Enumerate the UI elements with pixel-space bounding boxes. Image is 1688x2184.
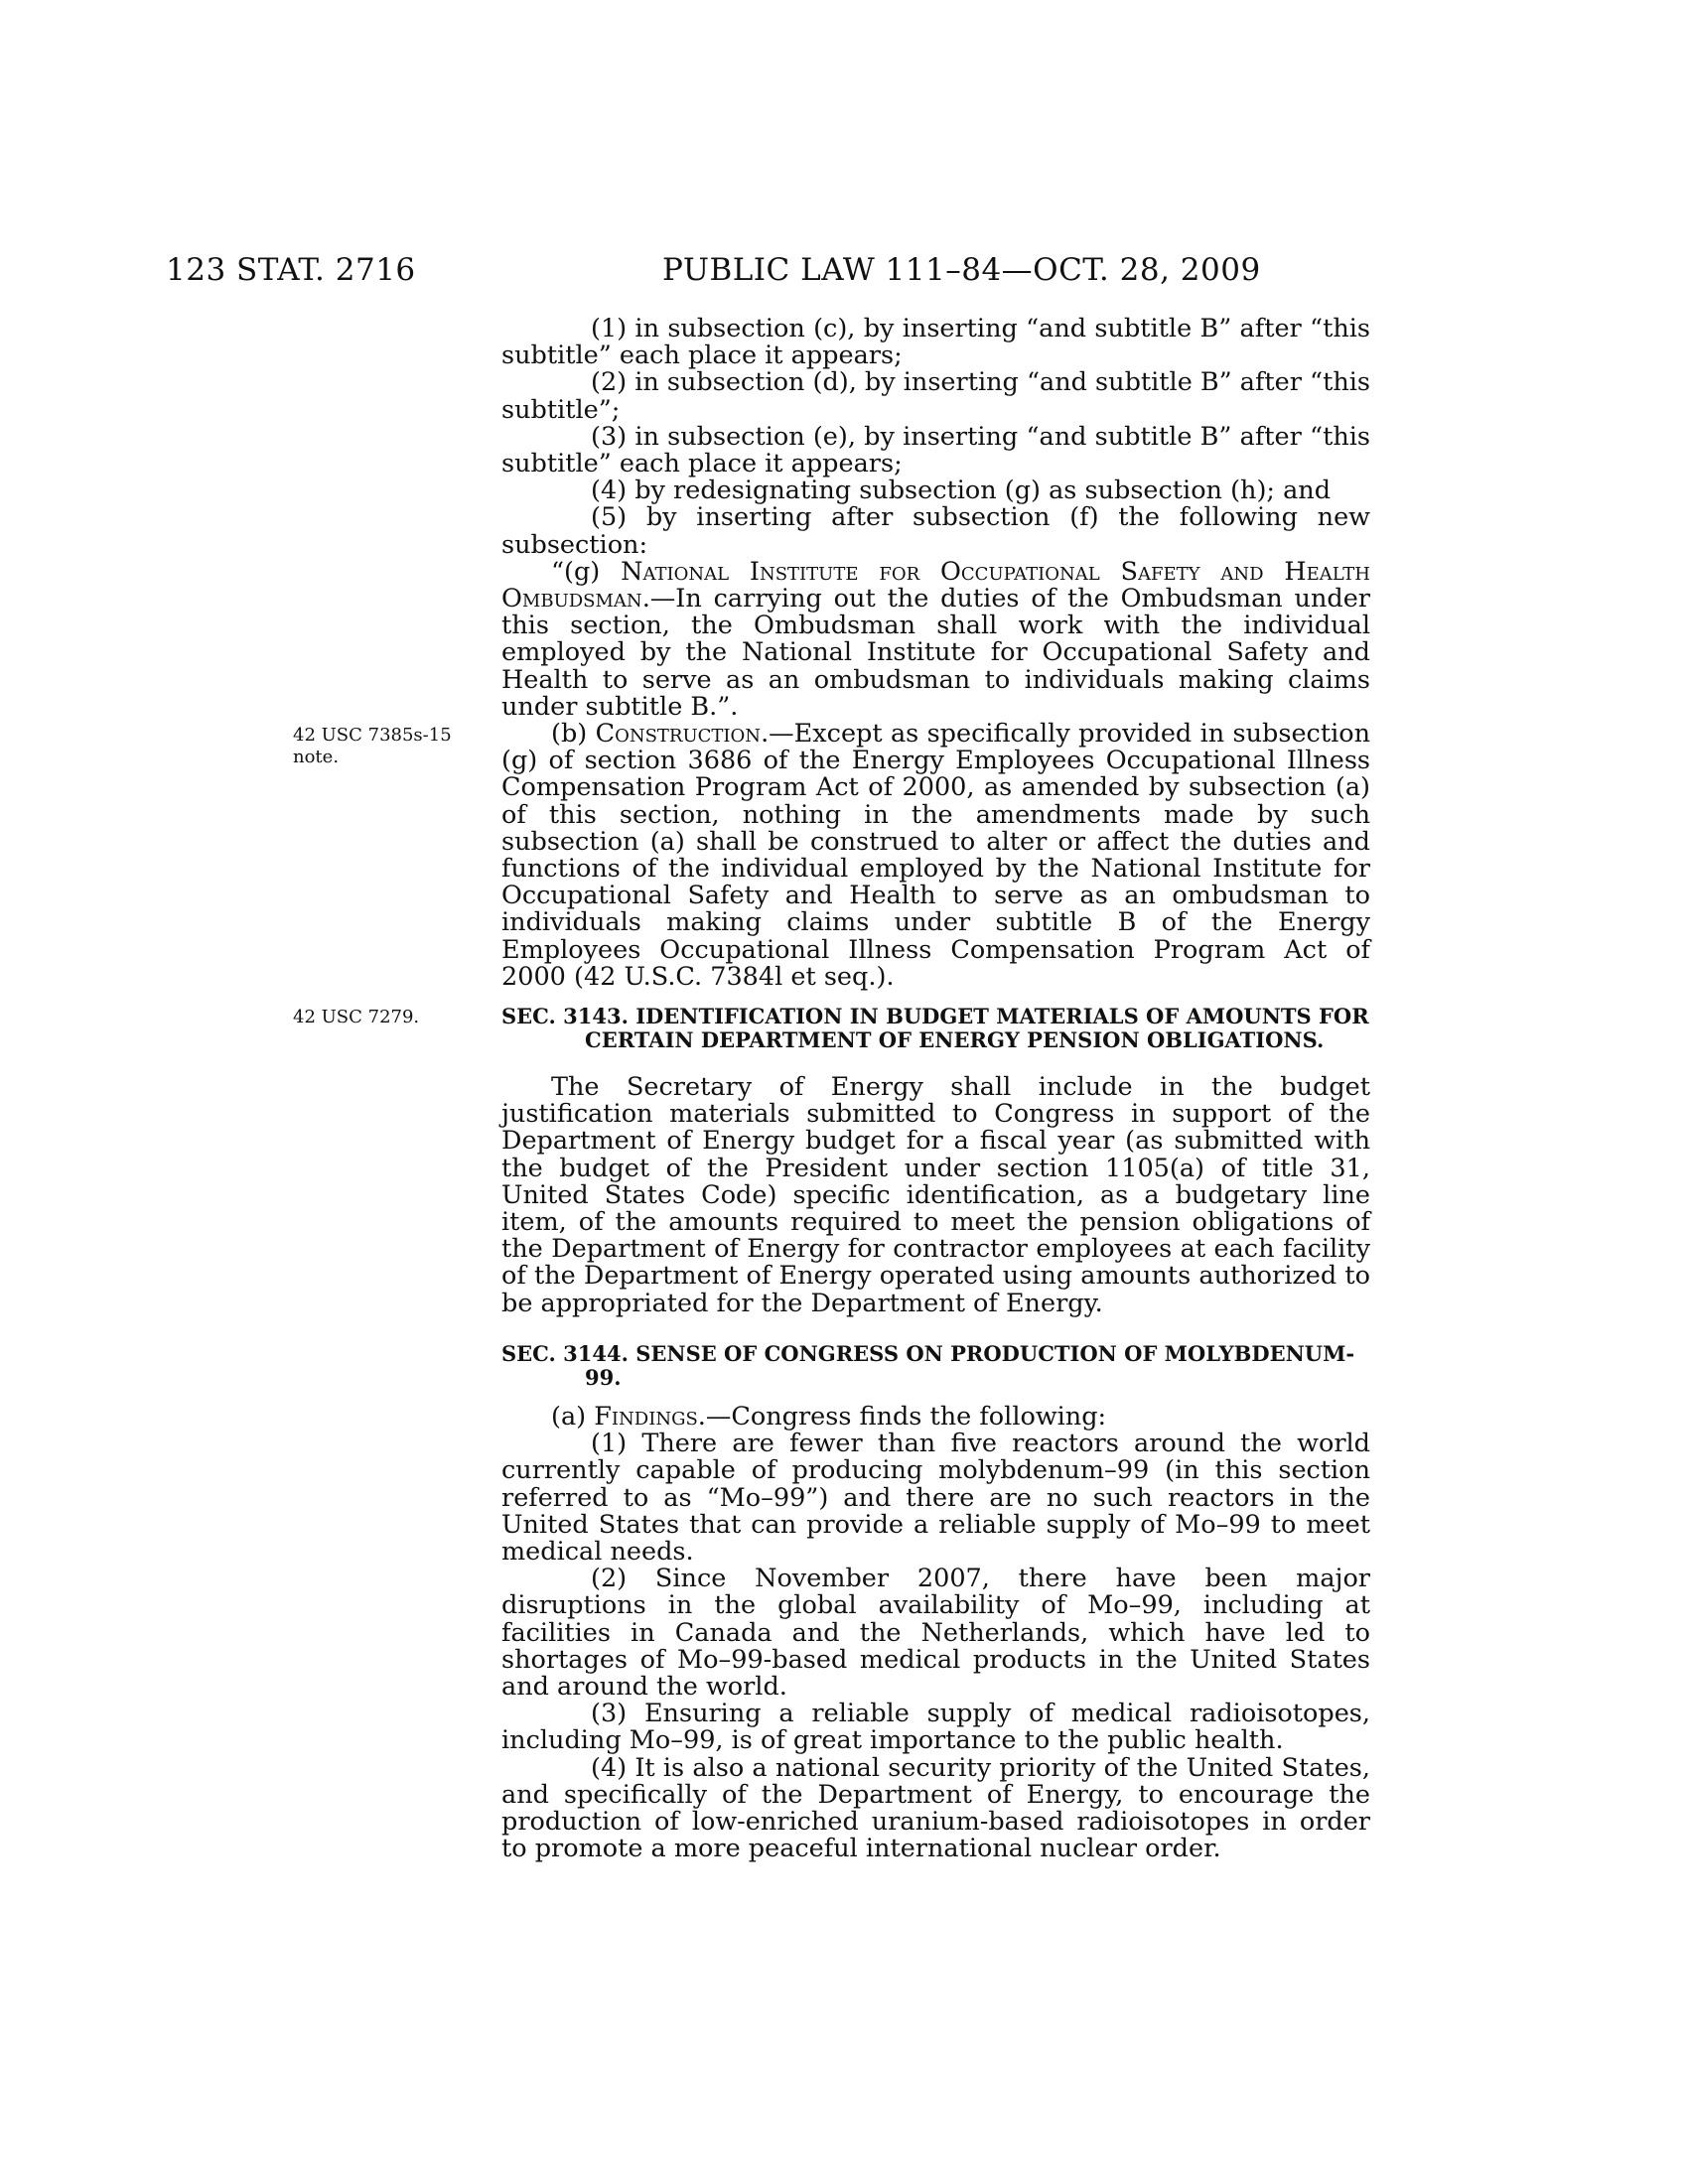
margin-note-line: 42 USC 7385s-15 — [293, 725, 452, 746]
findings-text: .—Congress finds the following: — [697, 1402, 1107, 1432]
margin-note-usc-7385s — [293, 725, 472, 768]
findings-heading: Findings — [594, 1402, 698, 1432]
subsection-g-text: .—In carrying out the duties of the Ombudsman under this section, the Ombudsman shall work with the individual employed by the National Institute for Occupational Safety and Health to serve as an ombudsman to individuals making claims under subtitle B.”. — [501, 584, 1370, 722]
construction-heading: Construction — [595, 719, 762, 750]
amendment-item-2: (2) in subsection (d), by inserting “and subtitle B” after “this subtitle”; — [501, 367, 1370, 425]
finding-4: (4) It is also a national security priority of the United States, and specifically of the Department of Energy, to encourage the production of low-enriched uranium-based radioisotopes in order to promote a more peaceful international nuclear order. — [501, 1752, 1370, 1864]
section-3143-text: The Secretary of Energy shall include in the budget justification materials submitted to Congress in support of the Department of Energy budget for a fiscal year (as submitted with the budget of the President under section 1105(a) of title 31, United States Code) specific identification, as a budgetary line item, of the amounts required to meet the pension obligations of the Department of Energy for contractor employees at each facility of the Department of Energy operated using amounts authorized to be appropriated for the Department of Energy. — [501, 1072, 1370, 1318]
public-law-title: PUBLIC LAW 111–84—OCT. 28, 2009 — [662, 252, 1261, 288]
amendments-block — [501, 316, 1370, 991]
amendment-item-1: (1) in subsection (c), by inserting “and subtitle B” after “this subtitle” each place it appears; — [501, 314, 1370, 371]
section-3143 — [501, 1005, 1370, 1317]
finding-1: (1) There are fewer than five reactors around the world currently capable of producing molybdenum–99 (in this section referred to as “Mo–99”) and there are no such reactors in the United States that can provide a reliable supply of Mo–99 to meet medical needs. — [501, 1429, 1370, 1568]
amendment-item-5: (5) by inserting after subsection (f) the following new subsection: — [501, 502, 1370, 560]
subsection-g-label: “(g) — [551, 556, 622, 587]
margin-note-usc-7279: 42 USC 7279. — [293, 1007, 420, 1027]
section-3144 — [501, 1342, 1370, 1862]
finding-2: (2) Since November 2007, there have been major disruptions in the global availability of Mo–99, including at facilities in Canada and the Netherlands, which have led to shortages of Mo–99-based medical products in the United States and around the world. — [501, 1564, 1370, 1703]
findings-intro — [501, 1404, 1370, 1431]
amendment-item-4: (4) by redesignating subsection (g) as subsection (h); and — [591, 476, 1332, 506]
statute-page-number: 123 STAT. 2716 — [166, 252, 416, 288]
subsection-g-heading: National Institute for Occupational Safety and Health Ombudsman — [501, 556, 1370, 614]
construction-paragraph — [501, 721, 1370, 991]
findings-label: (a) — [551, 1402, 595, 1432]
finding-3: (3) Ensuring a reliable supply of medical radioisotopes, including Mo–99, is of great importance to the public health. — [501, 1699, 1370, 1756]
section-3144-heading: SEC. 3144. SENSE OF CONGRESS ON PRODUCTION OF MOLYBDENUM-99. — [501, 1341, 1355, 1390]
page-header — [0, 252, 1688, 292]
subsection-g — [501, 556, 1370, 722]
construction-label: (b) — [551, 719, 596, 750]
amendment-item-3: (3) in subsection (e), by inserting “and subtitle B” after “this subtitle” each place it appears; — [501, 421, 1370, 479]
construction-text: .—Except as specifically provided in subsection (g) of section 3686 of the Energy Employees Occupational Illness Compensation Program Act of 2000, as amended by subsection (a) of this section, nothing in the amendments made by such subsection (a) shall be construed to alter or affect the duties and functions of the individual employed by the National Institute for Occupational Safety and Health to serve as an ombudsman to individuals making claims under subtitle B of the Energy Employees Occupational Illness Compensation Program Act of 2000 (42 U.S.C. 7384l et seq.). — [501, 719, 1370, 992]
section-3143-heading: SEC. 3143. IDENTIFICATION IN BUDGET MATERIALS OF AMOUNTS FOR CERTAIN DEPARTMENT OF ENERGY PENSION OBLIGATIONS. — [501, 1004, 1369, 1052]
margin-note-line: note. — [293, 747, 340, 767]
